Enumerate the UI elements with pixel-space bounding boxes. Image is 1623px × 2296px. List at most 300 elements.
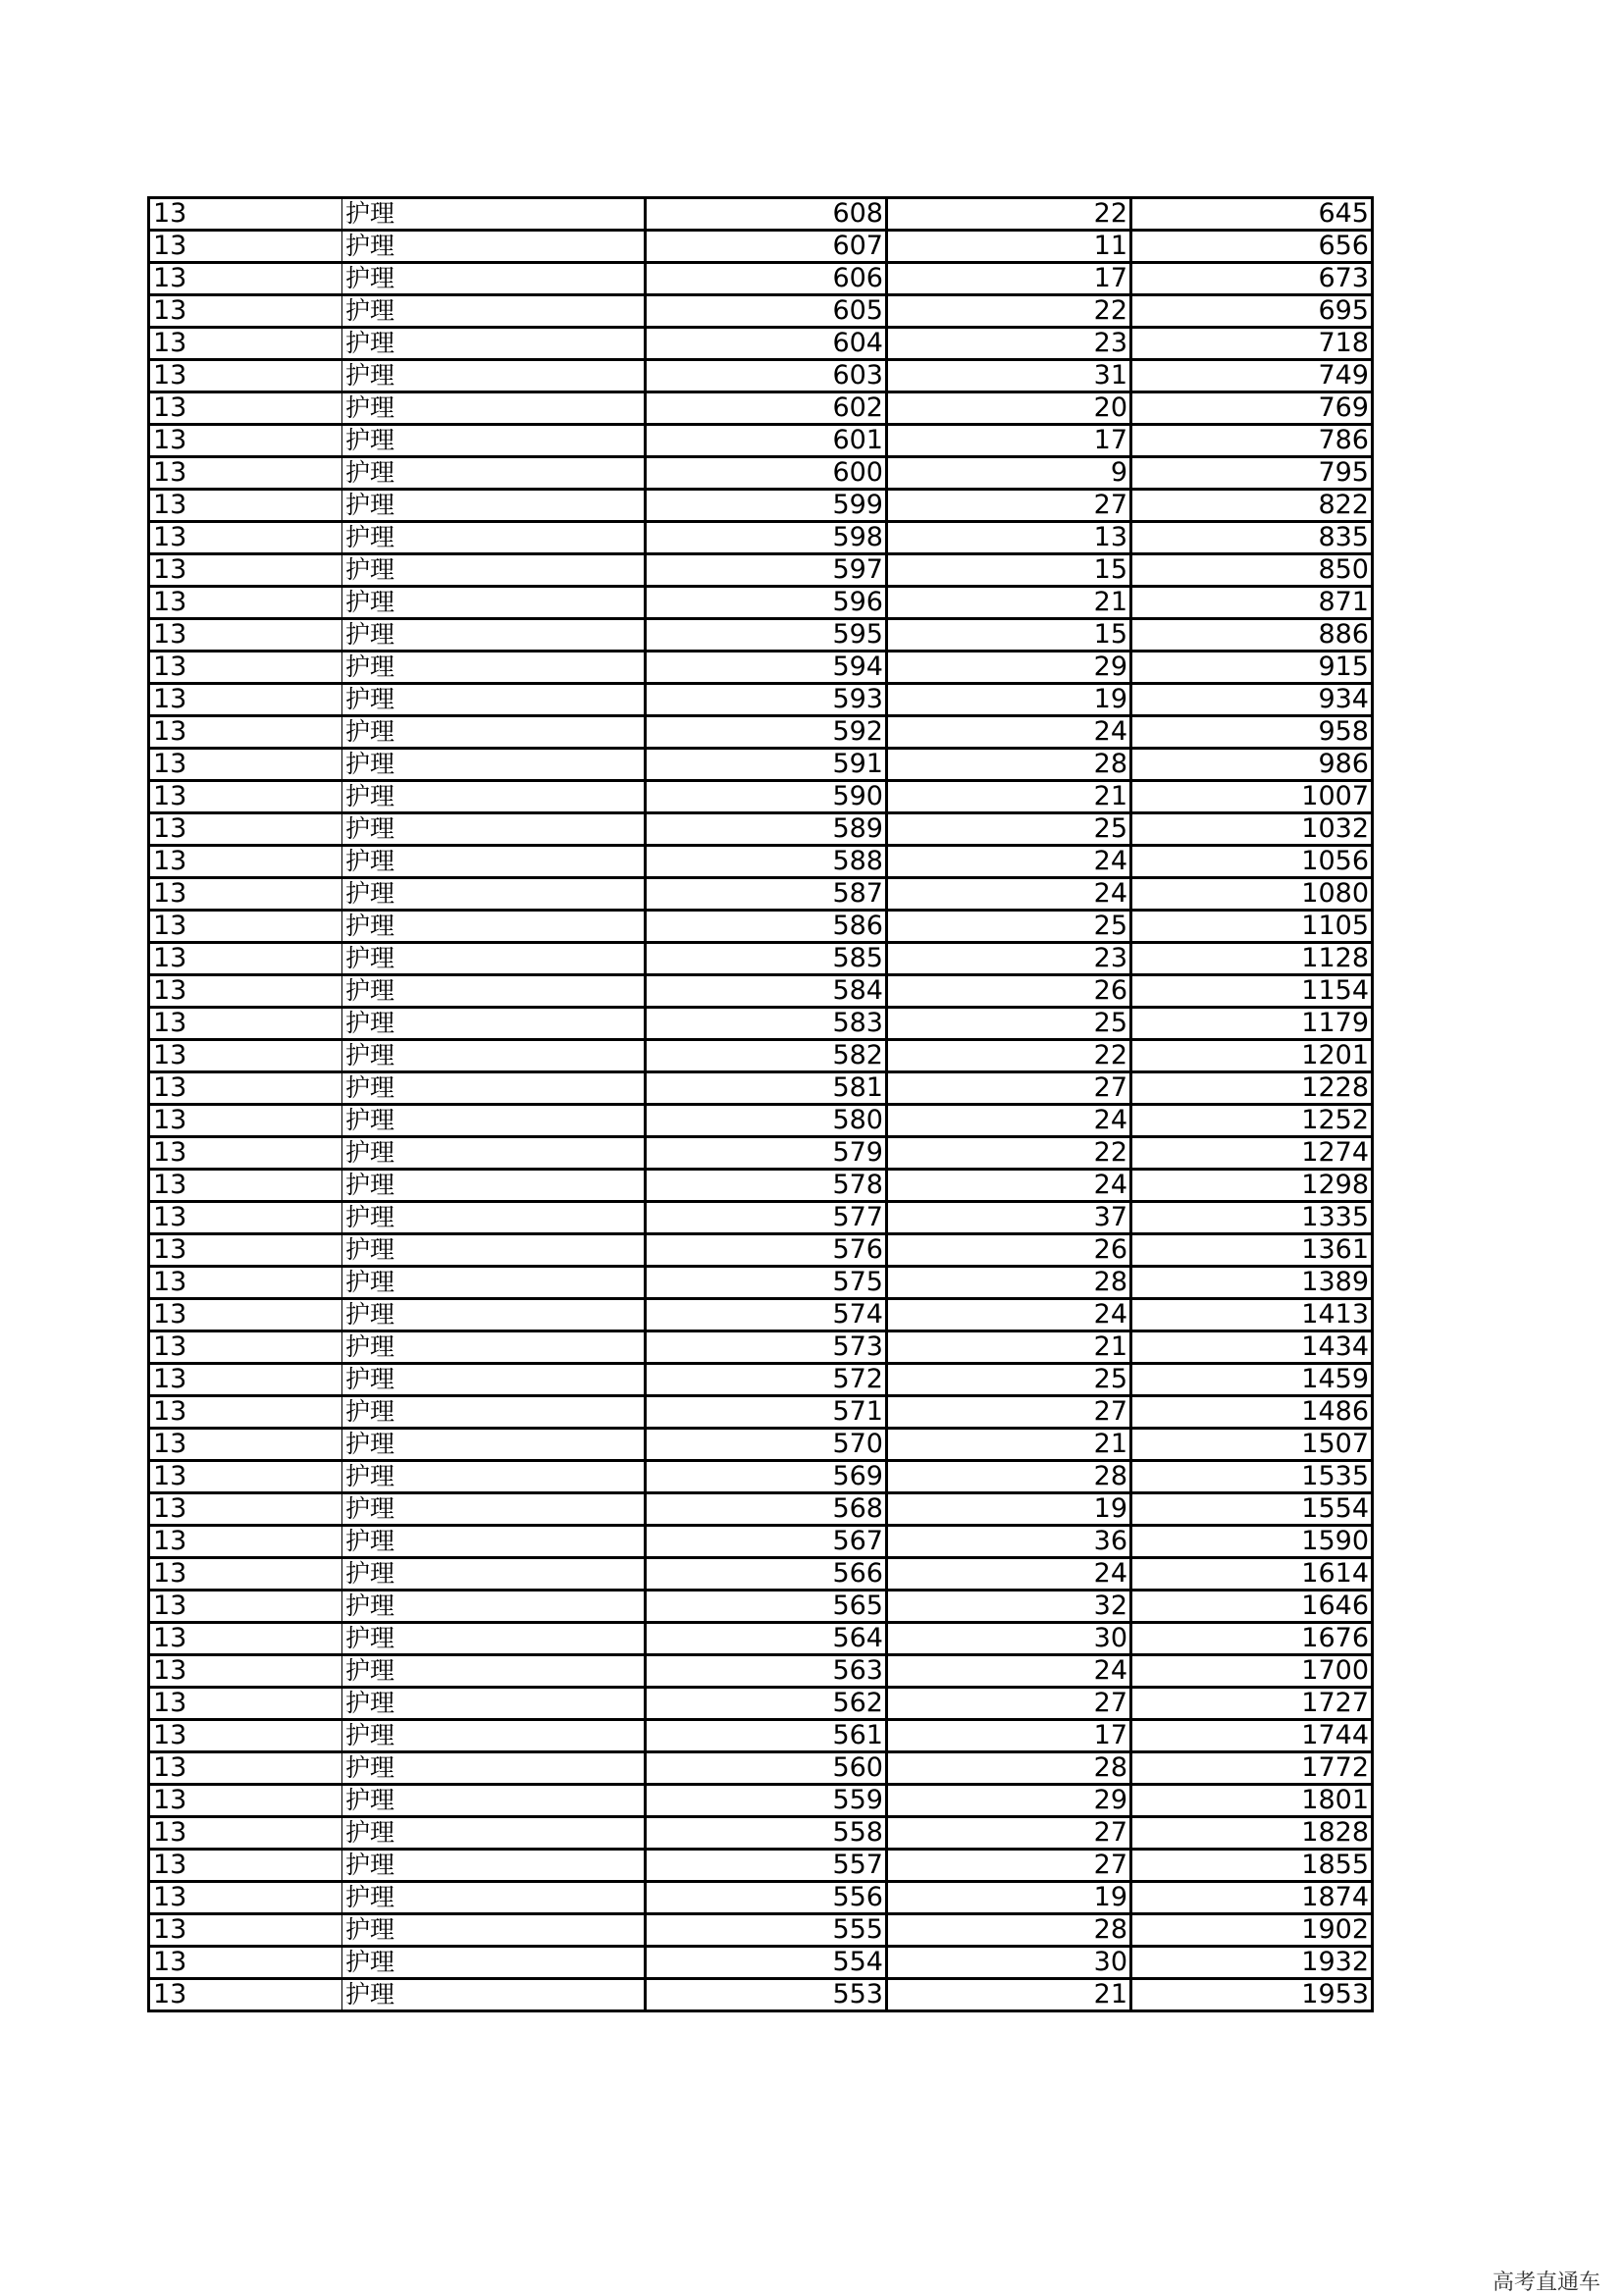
score-cell: 588 [646, 846, 887, 878]
cumulative-cell: 1228 [1131, 1072, 1373, 1105]
province-code-cell: 13 [149, 1817, 342, 1850]
major-cell: 护理 [342, 328, 646, 360]
count-cell: 22 [887, 1137, 1131, 1170]
table-row [149, 1008, 1373, 1040]
score-cell: 598 [646, 522, 887, 554]
cumulative-cell: 645 [1131, 198, 1373, 231]
cumulative-cell: 1434 [1131, 1331, 1373, 1364]
cumulative-cell: 786 [1131, 425, 1373, 457]
province-code-cell: 13 [149, 1914, 342, 1947]
major-cell: 护理 [342, 1137, 646, 1170]
major-cell: 护理 [342, 1008, 646, 1040]
major-cell: 护理 [342, 1785, 646, 1817]
cumulative-cell: 1128 [1131, 943, 1373, 975]
cumulative-cell: 1413 [1131, 1299, 1373, 1331]
table-row [149, 295, 1373, 328]
score-cell: 585 [646, 943, 887, 975]
major-cell: 护理 [342, 1882, 646, 1914]
table-row [149, 1072, 1373, 1105]
table-row [149, 1493, 1373, 1526]
score-cell: 558 [646, 1817, 887, 1850]
count-cell: 24 [887, 846, 1131, 878]
table-row [149, 975, 1373, 1008]
score-cell: 561 [646, 1720, 887, 1752]
major-cell: 护理 [342, 1850, 646, 1882]
cumulative-cell: 1676 [1131, 1623, 1373, 1655]
count-cell: 37 [887, 1202, 1131, 1234]
major-cell: 护理 [342, 425, 646, 457]
count-cell: 22 [887, 1040, 1131, 1072]
score-cell: 608 [646, 198, 887, 231]
cumulative-cell: 1932 [1131, 1947, 1373, 1979]
cumulative-cell: 886 [1131, 619, 1373, 652]
province-code-cell: 13 [149, 392, 342, 425]
score-cell: 597 [646, 554, 887, 587]
count-cell: 28 [887, 749, 1131, 781]
major-cell: 护理 [342, 1072, 646, 1105]
count-cell: 21 [887, 1429, 1131, 1461]
table-row [149, 911, 1373, 943]
count-cell: 25 [887, 813, 1131, 846]
province-code-cell: 13 [149, 619, 342, 652]
major-cell: 护理 [342, 1752, 646, 1785]
province-code-cell: 13 [149, 1623, 342, 1655]
cumulative-cell: 1727 [1131, 1688, 1373, 1720]
table-row [149, 328, 1373, 360]
cumulative-cell: 1855 [1131, 1850, 1373, 1882]
count-cell: 24 [887, 878, 1131, 911]
table-row [149, 1688, 1373, 1720]
score-cell: 565 [646, 1591, 887, 1623]
count-cell: 26 [887, 1234, 1131, 1267]
cumulative-cell: 673 [1131, 263, 1373, 295]
count-cell: 32 [887, 1591, 1131, 1623]
cumulative-cell: 1179 [1131, 1008, 1373, 1040]
count-cell: 19 [887, 1882, 1131, 1914]
province-code-cell: 13 [149, 911, 342, 943]
table-row [149, 1396, 1373, 1429]
cumulative-cell: 850 [1131, 554, 1373, 587]
table-row [149, 1105, 1373, 1137]
major-cell: 护理 [342, 490, 646, 522]
table-row [149, 554, 1373, 587]
table-row [149, 1558, 1373, 1591]
major-cell: 护理 [342, 1817, 646, 1850]
cumulative-cell: 958 [1131, 716, 1373, 749]
major-cell: 护理 [342, 878, 646, 911]
score-cell: 577 [646, 1202, 887, 1234]
major-cell: 护理 [342, 1558, 646, 1591]
score-cell: 594 [646, 652, 887, 684]
major-cell: 护理 [342, 1493, 646, 1526]
major-cell: 护理 [342, 1623, 646, 1655]
province-code-cell: 13 [149, 1364, 342, 1396]
table-row [149, 1234, 1373, 1267]
score-cell: 587 [646, 878, 887, 911]
count-cell: 28 [887, 1461, 1131, 1493]
province-code-cell: 13 [149, 1461, 342, 1493]
score-cell: 560 [646, 1752, 887, 1785]
table-row [149, 846, 1373, 878]
score-cell: 570 [646, 1429, 887, 1461]
count-cell: 17 [887, 1720, 1131, 1752]
table-row [149, 1526, 1373, 1558]
count-cell: 15 [887, 619, 1131, 652]
score-cell: 607 [646, 231, 887, 263]
count-cell: 17 [887, 425, 1131, 457]
table-row [149, 1720, 1373, 1752]
cumulative-cell: 1056 [1131, 846, 1373, 878]
major-cell: 护理 [342, 1914, 646, 1947]
major-cell: 护理 [342, 975, 646, 1008]
score-cell: 576 [646, 1234, 887, 1267]
major-cell: 护理 [342, 1688, 646, 1720]
score-cell: 601 [646, 425, 887, 457]
major-cell: 护理 [342, 554, 646, 587]
count-cell: 21 [887, 781, 1131, 813]
cumulative-cell: 934 [1131, 684, 1373, 716]
major-cell: 护理 [342, 619, 646, 652]
count-cell: 24 [887, 1170, 1131, 1202]
cumulative-cell: 769 [1131, 392, 1373, 425]
score-cell: 555 [646, 1914, 887, 1947]
province-code-cell: 13 [149, 1137, 342, 1170]
province-code-cell: 13 [149, 231, 342, 263]
count-cell: 30 [887, 1623, 1131, 1655]
cumulative-cell: 915 [1131, 652, 1373, 684]
major-cell: 护理 [342, 1591, 646, 1623]
major-cell: 护理 [342, 1461, 646, 1493]
table-row [149, 360, 1373, 392]
table-row [149, 522, 1373, 554]
table-row [149, 1137, 1373, 1170]
major-cell: 护理 [342, 231, 646, 263]
province-code-cell: 13 [149, 1850, 342, 1882]
table-row [149, 943, 1373, 975]
score-cell: 573 [646, 1331, 887, 1364]
table-row [149, 1040, 1373, 1072]
table-row [149, 1947, 1373, 1979]
score-cell: 578 [646, 1170, 887, 1202]
table-row [149, 587, 1373, 619]
province-code-cell: 13 [149, 749, 342, 781]
province-code-cell: 13 [149, 1882, 342, 1914]
major-cell: 护理 [342, 1105, 646, 1137]
cumulative-cell: 1554 [1131, 1493, 1373, 1526]
count-cell: 22 [887, 198, 1131, 231]
score-cell: 593 [646, 684, 887, 716]
cumulative-cell: 1201 [1131, 1040, 1373, 1072]
major-cell: 护理 [342, 263, 646, 295]
score-cell: 571 [646, 1396, 887, 1429]
major-cell: 护理 [342, 749, 646, 781]
count-cell: 19 [887, 1493, 1131, 1526]
score-cell: 568 [646, 1493, 887, 1526]
score-cell: 604 [646, 328, 887, 360]
province-code-cell: 13 [149, 457, 342, 490]
count-cell: 13 [887, 522, 1131, 554]
table-row [149, 490, 1373, 522]
score-cell: 581 [646, 1072, 887, 1105]
major-cell: 护理 [342, 1267, 646, 1299]
cumulative-cell: 656 [1131, 231, 1373, 263]
cumulative-cell: 871 [1131, 587, 1373, 619]
table-row [149, 619, 1373, 652]
table-row [149, 457, 1373, 490]
count-cell: 27 [887, 1072, 1131, 1105]
cumulative-cell: 1953 [1131, 1979, 1373, 2011]
table-row [149, 1882, 1373, 1914]
province-code-cell: 13 [149, 263, 342, 295]
cumulative-cell: 986 [1131, 749, 1373, 781]
table-row [149, 1170, 1373, 1202]
province-code-cell: 13 [149, 522, 342, 554]
count-cell: 24 [887, 716, 1131, 749]
major-cell: 护理 [342, 911, 646, 943]
major-cell: 护理 [342, 392, 646, 425]
cumulative-cell: 1274 [1131, 1137, 1373, 1170]
count-cell: 28 [887, 1267, 1131, 1299]
province-code-cell: 13 [149, 652, 342, 684]
province-code-cell: 13 [149, 1072, 342, 1105]
major-cell: 护理 [342, 652, 646, 684]
table-row [149, 1752, 1373, 1785]
table-row [149, 263, 1373, 295]
table-row [149, 1785, 1373, 1817]
major-cell: 护理 [342, 198, 646, 231]
major-cell: 护理 [342, 587, 646, 619]
count-cell: 31 [887, 360, 1131, 392]
major-cell: 护理 [342, 295, 646, 328]
score-cell: 554 [646, 1947, 887, 1979]
province-code-cell: 13 [149, 1299, 342, 1331]
province-code-cell: 13 [149, 781, 342, 813]
major-cell: 护理 [342, 716, 646, 749]
score-cell: 575 [646, 1267, 887, 1299]
table-row [149, 878, 1373, 911]
major-cell: 护理 [342, 1720, 646, 1752]
score-cell: 557 [646, 1850, 887, 1882]
major-cell: 护理 [342, 1331, 646, 1364]
count-cell: 24 [887, 1655, 1131, 1688]
major-cell: 护理 [342, 943, 646, 975]
cumulative-cell: 1874 [1131, 1882, 1373, 1914]
province-code-cell: 13 [149, 1105, 342, 1137]
major-cell: 护理 [342, 522, 646, 554]
score-cell: 605 [646, 295, 887, 328]
province-code-cell: 13 [149, 1331, 342, 1364]
major-cell: 护理 [342, 1299, 646, 1331]
score-cell: 569 [646, 1461, 887, 1493]
major-cell: 护理 [342, 1040, 646, 1072]
cumulative-cell: 1298 [1131, 1170, 1373, 1202]
cumulative-cell: 1801 [1131, 1785, 1373, 1817]
table-row [149, 1591, 1373, 1623]
count-cell: 21 [887, 1979, 1131, 2011]
major-cell: 护理 [342, 1947, 646, 1979]
province-code-cell: 13 [149, 1202, 342, 1234]
count-cell: 20 [887, 392, 1131, 425]
major-cell: 护理 [342, 781, 646, 813]
cumulative-cell: 1459 [1131, 1364, 1373, 1396]
count-cell: 22 [887, 295, 1131, 328]
score-cell: 553 [646, 1979, 887, 2011]
major-cell: 护理 [342, 1979, 646, 2011]
cumulative-cell: 1744 [1131, 1720, 1373, 1752]
cumulative-cell: 695 [1131, 295, 1373, 328]
score-cell: 592 [646, 716, 887, 749]
table-row [149, 231, 1373, 263]
table-row [149, 749, 1373, 781]
table-row [149, 1364, 1373, 1396]
province-code-cell: 13 [149, 1234, 342, 1267]
cumulative-cell: 1252 [1131, 1105, 1373, 1137]
cumulative-cell: 1902 [1131, 1914, 1373, 1947]
cumulative-cell: 1507 [1131, 1429, 1373, 1461]
province-code-cell: 13 [149, 328, 342, 360]
table-row [149, 813, 1373, 846]
province-code-cell: 13 [149, 1655, 342, 1688]
cumulative-cell: 749 [1131, 360, 1373, 392]
province-code-cell: 13 [149, 1947, 342, 1979]
cumulative-cell: 1646 [1131, 1591, 1373, 1623]
major-cell: 护理 [342, 1234, 646, 1267]
major-cell: 护理 [342, 360, 646, 392]
score-cell: 574 [646, 1299, 887, 1331]
major-cell: 护理 [342, 457, 646, 490]
province-code-cell: 13 [149, 1040, 342, 1072]
province-code-cell: 13 [149, 1688, 342, 1720]
count-cell: 28 [887, 1914, 1131, 1947]
score-cell: 599 [646, 490, 887, 522]
score-cell: 589 [646, 813, 887, 846]
score-cell: 572 [646, 1364, 887, 1396]
score-cell: 580 [646, 1105, 887, 1137]
score-table [147, 196, 1374, 2012]
major-cell: 护理 [342, 846, 646, 878]
cumulative-cell: 1535 [1131, 1461, 1373, 1493]
province-code-cell: 13 [149, 295, 342, 328]
cumulative-cell: 1828 [1131, 1817, 1373, 1850]
cumulative-cell: 1007 [1131, 781, 1373, 813]
count-cell: 27 [887, 1817, 1131, 1850]
major-cell: 护理 [342, 1429, 646, 1461]
count-cell: 24 [887, 1105, 1131, 1137]
cumulative-cell: 1335 [1131, 1202, 1373, 1234]
province-code-cell: 13 [149, 1526, 342, 1558]
province-code-cell: 13 [149, 1785, 342, 1817]
score-cell: 586 [646, 911, 887, 943]
major-cell: 护理 [342, 684, 646, 716]
cumulative-cell: 795 [1131, 457, 1373, 490]
cumulative-cell: 1486 [1131, 1396, 1373, 1429]
count-cell: 36 [887, 1526, 1131, 1558]
count-cell: 23 [887, 943, 1131, 975]
table-row [149, 1623, 1373, 1655]
count-cell: 19 [887, 684, 1131, 716]
major-cell: 护理 [342, 1170, 646, 1202]
table-row [149, 425, 1373, 457]
score-cell: 602 [646, 392, 887, 425]
province-code-cell: 13 [149, 1170, 342, 1202]
cumulative-cell: 1614 [1131, 1558, 1373, 1591]
province-code-cell: 13 [149, 1396, 342, 1429]
province-code-cell: 13 [149, 1558, 342, 1591]
table-row [149, 716, 1373, 749]
score-cell: 606 [646, 263, 887, 295]
score-cell: 595 [646, 619, 887, 652]
score-cell: 582 [646, 1040, 887, 1072]
major-cell: 护理 [342, 1655, 646, 1688]
table-row [149, 1299, 1373, 1331]
score-cell: 591 [646, 749, 887, 781]
major-cell: 护理 [342, 1202, 646, 1234]
table-row [149, 392, 1373, 425]
province-code-cell: 13 [149, 846, 342, 878]
count-cell: 27 [887, 1688, 1131, 1720]
count-cell: 15 [887, 554, 1131, 587]
table-row [149, 652, 1373, 684]
province-code-cell: 13 [149, 1493, 342, 1526]
province-code-cell: 13 [149, 198, 342, 231]
count-cell: 9 [887, 457, 1131, 490]
major-cell: 护理 [342, 1526, 646, 1558]
count-cell: 25 [887, 911, 1131, 943]
province-code-cell: 13 [149, 975, 342, 1008]
province-code-cell: 13 [149, 1008, 342, 1040]
count-cell: 29 [887, 1785, 1131, 1817]
province-code-cell: 13 [149, 1720, 342, 1752]
count-cell: 23 [887, 328, 1131, 360]
cumulative-cell: 1772 [1131, 1752, 1373, 1785]
cumulative-cell: 1700 [1131, 1655, 1373, 1688]
table-row [149, 1461, 1373, 1493]
score-cell: 603 [646, 360, 887, 392]
score-cell: 562 [646, 1688, 887, 1720]
province-code-cell: 13 [149, 1752, 342, 1785]
score-cell: 559 [646, 1785, 887, 1817]
score-cell: 566 [646, 1558, 887, 1591]
cumulative-cell: 1154 [1131, 975, 1373, 1008]
table-row [149, 1850, 1373, 1882]
cumulative-cell: 1032 [1131, 813, 1373, 846]
table-row [149, 1655, 1373, 1688]
province-code-cell: 13 [149, 943, 342, 975]
count-cell: 25 [887, 1364, 1131, 1396]
cumulative-cell: 1105 [1131, 911, 1373, 943]
province-code-cell: 13 [149, 1429, 342, 1461]
score-cell: 556 [646, 1882, 887, 1914]
score-cell: 584 [646, 975, 887, 1008]
table-body [149, 198, 1373, 2011]
table-row [149, 198, 1373, 231]
cumulative-cell: 1080 [1131, 878, 1373, 911]
score-cell: 564 [646, 1623, 887, 1655]
score-cell: 590 [646, 781, 887, 813]
table-row [149, 1979, 1373, 2011]
province-code-cell: 13 [149, 813, 342, 846]
count-cell: 26 [887, 975, 1131, 1008]
count-cell: 30 [887, 1947, 1131, 1979]
count-cell: 25 [887, 1008, 1131, 1040]
table-row [149, 1817, 1373, 1850]
watermark-text: 高考直通车 [1492, 2270, 1601, 2295]
count-cell: 27 [887, 1850, 1131, 1882]
count-cell: 24 [887, 1558, 1131, 1591]
cumulative-cell: 835 [1131, 522, 1373, 554]
table-row [149, 1914, 1373, 1947]
count-cell: 24 [887, 1299, 1131, 1331]
